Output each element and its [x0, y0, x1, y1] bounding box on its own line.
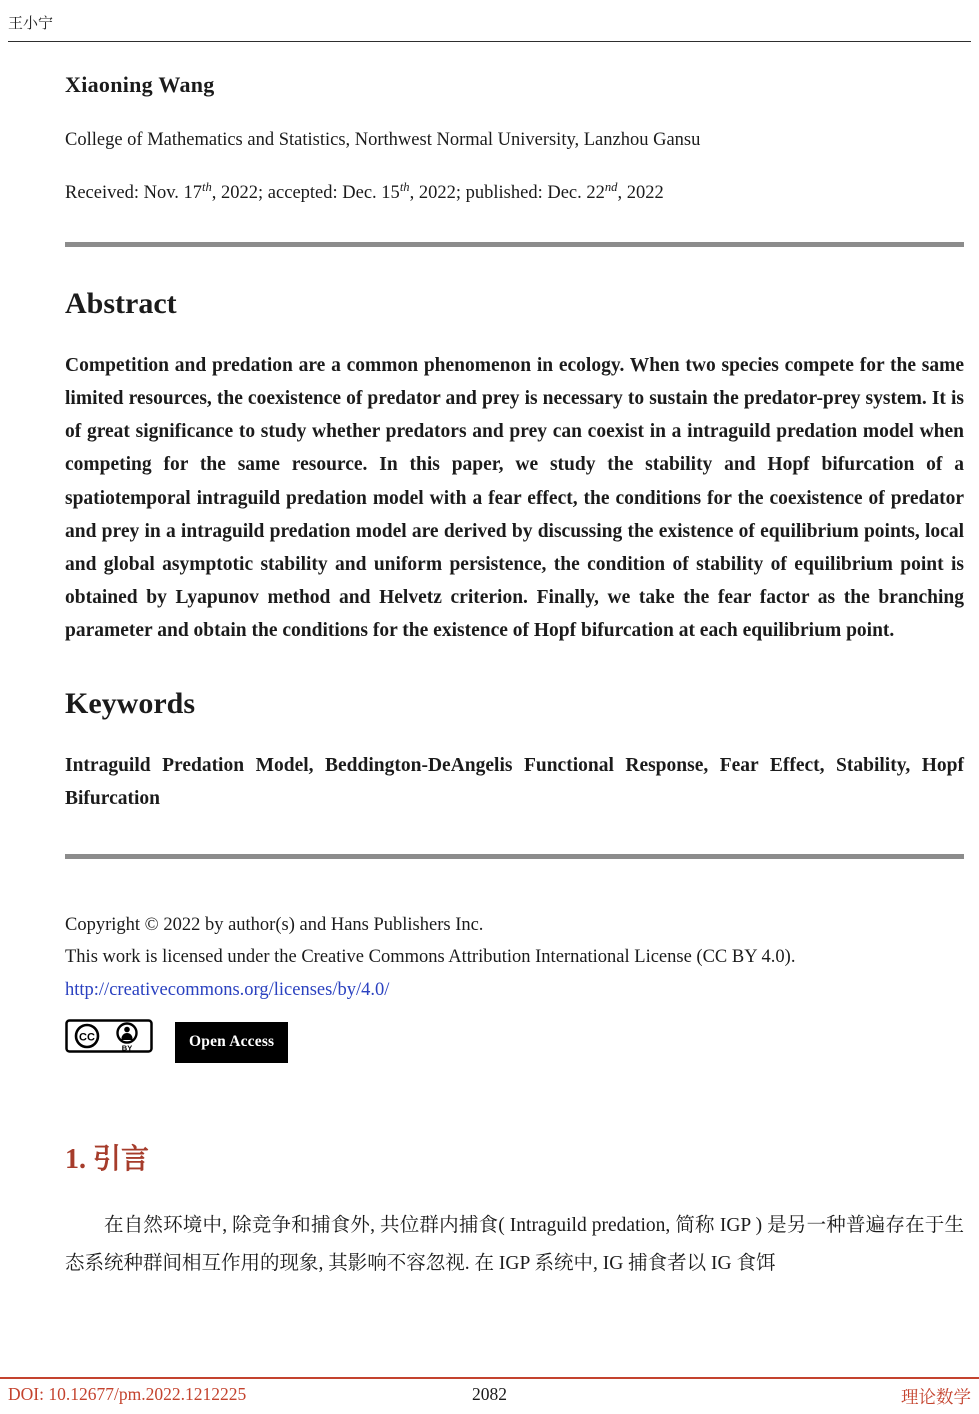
- keywords-text: Intraguild Predation Model, Beddington-DeAngelis Functional Response, Fear Effect, Stability, Hopf Bifurcation: [65, 755, 964, 810]
- section-1-heading: 1. 引言: [65, 1144, 150, 1176]
- license-badges: [65, 1019, 964, 1065]
- section-1-paragraph: 在自然环境中, 除竞争和捕食外, 共位群内捕食( Intraguild predation, 简称 IGP ) 是另一种普遍存在于生态系统种群间相互作用的现象, 其影响不容忽视. 在 IGP 系统中, IG 捕食者以 IG 食饵: [65, 1215, 964, 1275]
- journal-name: 理论数学: [901, 1387, 971, 1407]
- doi-link[interactable]: DOI: 10.12677/pm.2022.1212225: [8, 1384, 247, 1404]
- abstract-text: Competition and predation are a common phenomenon in ecology. When two species compete for the same limited resources, the coexistence of predator and prey is necessary to sustain the predator-prey system. It is of great significance to study whether predators and prey can coexist in a intraguild predation model when competing for the same resource. In this paper, we study the stability and Hopf bifurcation of a spatiotemporal intraguild predation model with a fear effect, the conditions for the coexistence of predator and prey in a intraguild predation model are derived by discussing the existence of equilibrium points, local and global asymptotic stability and uniform persistence, the condition of stability of equilibrium point is obtained by Lyapunov method and Helvetz criterion. Finally, we take the fear factor as the branching parameter and obtain the conditions for the existence of Hopf bifurcation at each equilibrium point.: [65, 355, 964, 642]
- dates-part: , 2022; published: Dec. 22: [409, 183, 605, 203]
- dates-part: , 2022; accepted: Dec. 15: [211, 183, 400, 203]
- running-head-author: 王小宁: [8, 16, 54, 32]
- license-url-link[interactable]: http://creativecommons.org/licenses/by/4.0/: [65, 980, 390, 1001]
- license-block: [65, 909, 964, 1066]
- dates-part: Received: Nov. 17: [65, 183, 202, 203]
- author-name: Xiaoning Wang: [65, 72, 215, 97]
- svg-text:BY: BY: [121, 1043, 133, 1053]
- received-accepted-published-line: [65, 179, 964, 204]
- divider-rule-bottom: [65, 854, 964, 859]
- dates-part: , 2022: [617, 183, 664, 203]
- copyright-line: Copyright © 2022 by author(s) and Hans Publishers Inc.: [65, 914, 484, 935]
- cc-by-badge-icon: [65, 1019, 153, 1065]
- svg-text:CC: CC: [79, 1031, 95, 1044]
- affiliation-line: College of Mathematics and Statistics, Northwest Normal University, Lanzhou Gansu: [65, 130, 701, 150]
- keywords-heading: Keywords: [65, 687, 195, 721]
- divider-rule-top: [65, 242, 964, 247]
- ordinal-suffix: th: [399, 179, 410, 194]
- abstract-heading: Abstract: [65, 287, 177, 320]
- license-line: This work is licensed under the Creative Commons Attribution International License (CC BY 4.0).: [65, 947, 796, 968]
- page-footer: [0, 1377, 979, 1414]
- content-column: [0, 72, 979, 1283]
- ordinal-suffix: th: [202, 179, 212, 194]
- ordinal-suffix: nd: [604, 179, 618, 194]
- page-number: 2082: [472, 1384, 507, 1404]
- open-access-badge: Open Access: [175, 1022, 288, 1063]
- header-rule: [8, 41, 971, 42]
- footer-row: [0, 1379, 979, 1414]
